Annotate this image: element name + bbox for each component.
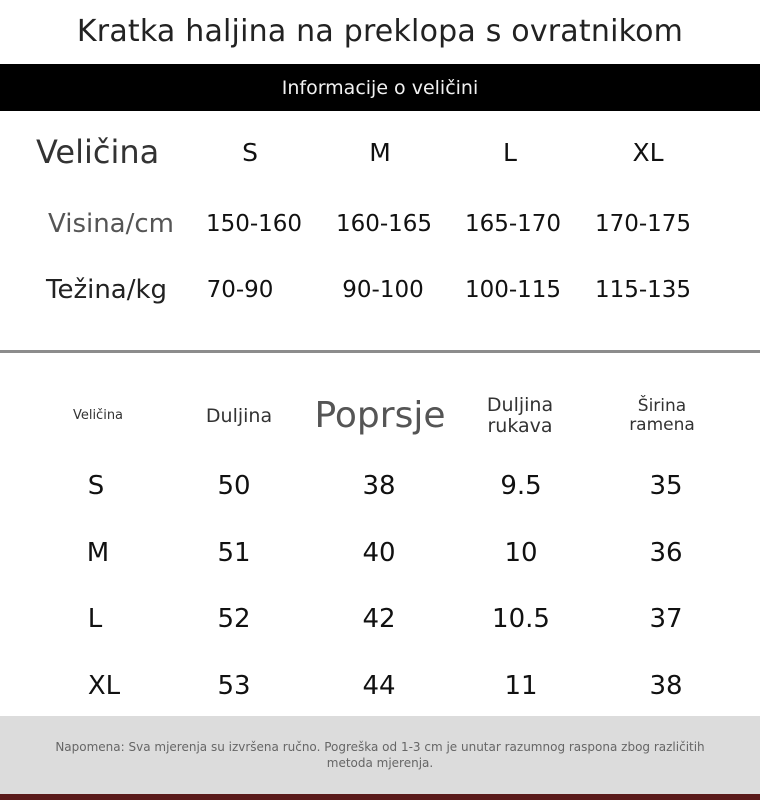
weight-value-xl: 115-135 <box>594 277 692 303</box>
weight-value-s: 70-90 <box>206 277 274 303</box>
measure-header-bust: Poprsje <box>314 395 446 437</box>
weight-row-label: Težina/kg <box>46 275 168 305</box>
height-row-label: Visina/cm <box>48 209 175 239</box>
bottom-border <box>0 794 760 800</box>
measure-header-length: Duljina <box>205 404 273 427</box>
section-divider <box>0 350 760 353</box>
height-value-l: 165-170 <box>464 211 562 237</box>
measure-shoulder-width: 38 <box>649 671 683 701</box>
measure-size: M <box>86 538 110 568</box>
measure-shoulder-width: 35 <box>649 471 683 501</box>
size-table-row-weight <box>0 260 760 320</box>
measure-header-size: Veličina <box>72 407 124 423</box>
measurement-note-text: Napomena: Sva mjerenja su izvršena ručno. Pogreška od 1-3 cm je unutar razumnog raspona zbog različitih metoda mjerenja. <box>55 739 705 770</box>
height-value-xl: 170-175 <box>594 211 692 237</box>
measure-header-sleeve-length: Duljina rukava <box>486 394 554 437</box>
banner-label: Informacije o veličini <box>281 76 479 99</box>
measure-length: 52 <box>217 604 251 634</box>
height-value-s: 150-160 <box>205 211 303 237</box>
measure-row-m <box>0 528 760 578</box>
measure-bust: 38 <box>362 471 396 501</box>
measure-sleeve-length: 11 <box>504 671 538 701</box>
measure-length: 50 <box>217 471 251 501</box>
size-header-xl: XL <box>632 137 664 167</box>
measure-shoulder-width: 36 <box>649 538 683 568</box>
size-table-row-height <box>0 194 760 254</box>
measure-bust: 42 <box>362 604 396 634</box>
measure-header-shoulder-width: Širina ramena <box>629 396 695 435</box>
measurement-note <box>0 716 760 794</box>
measure-size: S <box>87 471 105 501</box>
measure-bust: 40 <box>362 538 396 568</box>
size-column-header: Veličina <box>36 133 160 171</box>
size-table-header-row <box>0 122 760 182</box>
size-header-l: L <box>503 137 517 167</box>
height-value-m: 160-165 <box>335 211 433 237</box>
measure-shoulder-width: 37 <box>649 604 683 634</box>
measure-length: 53 <box>217 671 251 701</box>
measure-row-xl <box>0 661 760 711</box>
weight-value-m: 90-100 <box>342 277 424 303</box>
size-header-s: S <box>242 137 258 167</box>
weight-value-l: 100-115 <box>464 277 562 303</box>
measure-sleeve-length: 9.5 <box>500 471 542 501</box>
measure-sleeve-length: 10.5 <box>492 604 550 634</box>
measure-size: XL <box>87 671 121 701</box>
measure-row-l <box>0 594 760 644</box>
measure-bust: 44 <box>362 671 396 701</box>
size-header-m: M <box>369 137 391 167</box>
measure-length: 51 <box>217 538 251 568</box>
measure-row-s <box>0 461 760 511</box>
measure-size: L <box>87 604 103 634</box>
size-info-banner <box>0 64 760 111</box>
page-title: Kratka haljina na preklopa s ovratnikom <box>76 14 684 49</box>
measure-sleeve-length: 10 <box>504 538 538 568</box>
